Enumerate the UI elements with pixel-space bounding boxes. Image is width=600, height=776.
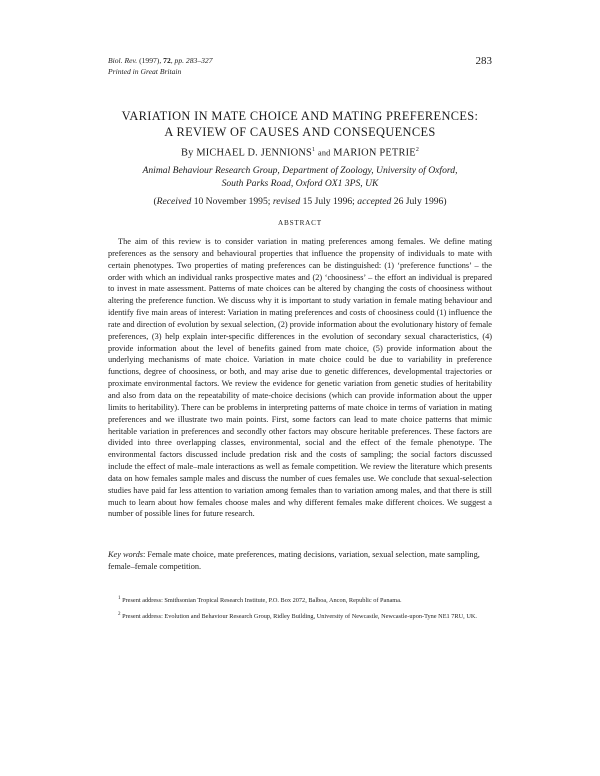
footnote-1-text: Present address: Smithsonian Tropical Research Institute, P.O. Box 2072, Balboa, Ancon, Republic of Panama.: [122, 597, 402, 605]
keywords-text: : Female mate choice, mate preferences, mating decisions, variation, sexual selection, mate sampling, female–female competition.: [108, 550, 480, 571]
accepted-date: 26 July 1996: [393, 196, 444, 207]
footnotes: [108, 594, 492, 626]
author-line: [60, 147, 540, 158]
footnote-1: [108, 594, 492, 606]
footnote-1-marker: 1: [118, 596, 121, 601]
and-label: and: [318, 148, 331, 158]
abstract-heading: ABSTRACT: [278, 219, 322, 227]
received-date: 10 November 1995;: [193, 196, 271, 207]
affiliation-line-2: South Parks Road, Oxford OX1 3PS, UK: [221, 178, 379, 189]
journal-name: Biol. Rev.: [108, 56, 138, 65]
journal-volume: 72: [163, 56, 171, 65]
title-line-1: VARIATION IN MATE CHOICE AND MATING PREFERENCES:: [121, 109, 479, 123]
keywords-label: Key words: [108, 550, 143, 559]
received-label: Received: [156, 196, 192, 207]
revised-label: revised: [272, 196, 301, 207]
affiliation-line-1: Animal Behaviour Research Group, Department of Zoology, University of Oxford,: [142, 165, 458, 176]
footnote-2: [108, 610, 492, 622]
submission-dates: (Received 10 November 1995; revised 15 July 1996; accepted 26 July 1996): [153, 196, 447, 207]
printed-in: Printed in Great Britain: [108, 67, 182, 76]
keywords: [108, 549, 492, 573]
author-jennions: MICHAEL D. JENNIONS: [196, 147, 312, 159]
author2-footnote-marker: 2: [415, 147, 420, 153]
abstract-text: The aim of this review is to consider variation in mating preferences among females. We define mating preferences as the sensory and behavioural properties that influence the propensity of individuals to mate with certain phenotypes. Two properties of mating preferences can be distinguished: (1) ‘preference functions’ – the order with which an individual ranks prospective mates and (2) ‘choosiness’ – the effort an individual is prepared to invest in mate assessment. Patterns of mate choices can be altered by changing the costs of choosiness without altering the preference function. We discuss why it is important to study variation in female mating behaviour and identify five main areas of interest: Variation in mating preferences and costs of choosiness could (1) influence the rate and direction of evolution by sexual selection, (2) provide information about the evolutionary history of female preferences, (3) help explain inter-specific differences in the evolution of secondary sexual characteristics, (4) provide information about the level of benefits gained from mate choice, (5) provide information about the underlying mechanisms of mate choice. Variation in mate choice could be due to variability in preference functions, degree of choosiness, or both, and may arise due to genetic differences, developmental trajectories or proximate environmental factors. We review the evidence for genetic variation from genetic studies of heritability and also from data on the repeatability of mate-choice decisions (which can provide information about the upper limits to heritability). There can be problems in interpreting patterns of mate choice in terms of variation in mating preferences and we illustrate two main points. First, some factors can lead to mate choice patterns that mimic heritable variation in preferences and secondly other factors may obscure heritable preferences. These factors are divided into three overlapping classes, environmental, social and the effect of the female phenotype. The environmental factors discussed include predation risk and the costs of sampling; the social factors discussed include the effect of male–male interactions as well as female competition. We review the literature which presents data on how females sample males and discuss the number of cues females use. We conclude that sexual-selection studies have paid far less attention to variation among females than to variation among males, and that there is still much to learn about how females choose males and why different females make different choices. We suggest a number of possible lines for future research.: [108, 237, 492, 519]
revised-date: 15 July 1996;: [302, 196, 355, 207]
author-petrie: MARION PETRIE: [333, 147, 416, 159]
article-title: [60, 108, 540, 140]
journal-citation: [108, 55, 492, 66]
journal-year: (1997),: [139, 56, 162, 65]
affiliation: [80, 164, 520, 190]
author1-footnote-marker: 1: [312, 147, 316, 153]
footnote-2-text: Present address: Evolution and Behaviour Research Group, Ridley Building, University of Newcastle, Newcastle-upon-Tyne NE1 7RU, UK.: [122, 613, 477, 621]
accepted-label: accepted: [357, 196, 392, 207]
by-label: By: [180, 147, 194, 159]
footnote-2-marker: 2: [118, 612, 121, 618]
journal-pages: , pp. 283–327: [170, 56, 213, 65]
page-number: 283: [475, 55, 492, 67]
title-line-2: A REVIEW OF CAUSES AND CONSEQUENCES: [164, 125, 436, 139]
running-header: [108, 55, 492, 77]
